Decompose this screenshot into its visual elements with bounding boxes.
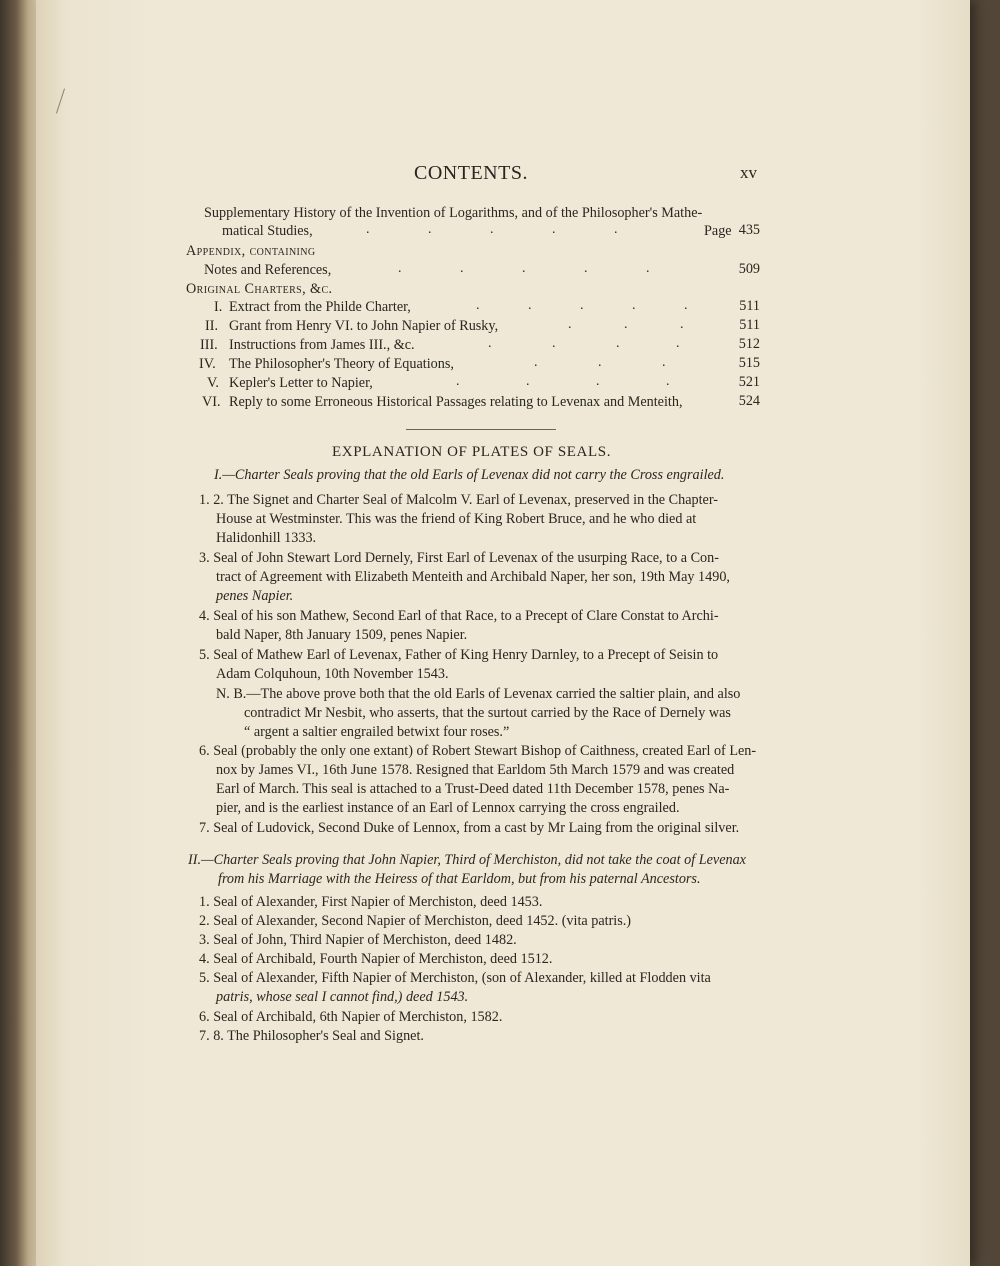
charter-label: Extract from the Philde Charter, xyxy=(229,299,411,315)
toc-supplementary-line2: matical Studies, xyxy=(222,223,313,239)
napier-seal-5-cont: patris, whose seal I cannot find,) deed 1543. xyxy=(216,989,469,1005)
seal-entry-5: 5. Seal of Mathew Earl of Levenax, Father of King Henry Darnley, to a Precept of Seisin to xyxy=(199,647,719,663)
toc-page-label: Page xyxy=(704,223,732,239)
seal-entry-4-cont: bald Naper, 8th January 1509, penes Napier. xyxy=(216,627,468,643)
charter-num: V. xyxy=(207,375,219,391)
napier-seal-5: 5. Seal of Alexander, Fifth Napier of Merchiston, (son of Alexander, killed at Flodden vita xyxy=(199,970,711,986)
charter-label: Kepler's Letter to Napier, xyxy=(229,375,373,391)
seal-entry-1-2-cont: Halidonhill 1333. xyxy=(216,530,317,546)
napier-seal-4: 4. Seal of Archibald, Fourth Napier of Merchiston, deed 1512. xyxy=(199,951,553,967)
seal-entry-6-cont: nox by James VI., 16th June 1578. Resigned that Earldom 5th March 1579 and was created xyxy=(216,762,735,778)
toc-appendix-heading: Appendix, containing xyxy=(186,243,316,259)
napier-seal-7-8: 7. 8. The Philosopher's Seal and Signet. xyxy=(199,1028,424,1044)
page-edge-shadow xyxy=(970,0,1000,1266)
toc-supplementary-line1: Supplementary History of the Invention of Logarithms, and of the Philosopher's Mathe- xyxy=(204,205,703,221)
seal-entry-4: 4. Seal of his son Mathew, Second Earl of that Race, to a Precept of Clare Constat to Archi- xyxy=(199,608,719,624)
charter-page: 511 xyxy=(739,298,760,314)
charter-page: 524 xyxy=(738,393,760,409)
napier-seal-3: 3. Seal of John, Third Napier of Merchiston, deed 1482. xyxy=(199,932,517,948)
charter-num: III. xyxy=(200,337,218,353)
nota-bene-cont: “ argent a saltier engrailed betwixt four roses.” xyxy=(244,724,510,740)
toc-page-435: 435 xyxy=(738,222,760,238)
seal-entry-6-cont: Earl of March. This seal is attached to a Trust-Deed dated 11th December 1578, penes Na- xyxy=(216,781,730,797)
charter-page: 512 xyxy=(738,336,760,352)
page-folio: xv xyxy=(740,163,757,182)
toc-page-509: 509 xyxy=(738,261,760,277)
charter-label: Reply to some Erroneous Historical Passages relating to Levenax and Menteith, xyxy=(229,394,683,410)
charter-num: II. xyxy=(205,318,218,334)
section-divider xyxy=(406,429,556,430)
seal-entry-3: 3. Seal of John Stewart Lord Dernely, First Earl of Levenax of the usurping Race, to a Con- xyxy=(199,550,719,566)
seal-entry-1-2: 1. 2. The Signet and Charter Seal of Malcolm V. Earl of Levenax, preserved in the Chapter- xyxy=(199,492,718,508)
napier-seal-2: 2. Seal of Alexander, Second Napier of Merchiston, deed 1452. (vita patris.) xyxy=(199,913,632,929)
napier-seal-1: 1. Seal of Alexander, First Napier of Merchiston, deed 1453. xyxy=(199,894,543,910)
seal-entry-5-cont: Adam Colquhoun, 10th November 1543. xyxy=(216,666,449,682)
toc-notes-label: Notes and References, xyxy=(204,262,332,278)
charter-label: The Philosopher's Theory of Equations, xyxy=(229,356,454,372)
pencil-mark xyxy=(56,88,65,113)
plates-section-2-heading: II.—Charter Seals proving that John Napier, Third of Merchiston, did not take the coat of Levenax xyxy=(188,852,746,868)
book-binding xyxy=(0,0,40,1266)
nota-bene-cont: contradict Mr Nesbit, who asserts, that the surtout carried by the Race of Dernely was xyxy=(244,705,731,721)
napier-seal-6: 6. Seal of Archibald, 6th Napier of Merchiston, 1582. xyxy=(199,1009,503,1025)
seal-entry-3-cont: tract of Agreement with Elizabeth Menteith and Archibald Naper, her son, 19th May 1490, xyxy=(216,569,730,585)
seal-entry-6: 6. Seal (probably the only one extant) of Robert Stewart Bishop of Caithness, created Earl of Len- xyxy=(199,743,757,759)
plates-section-2-heading-cont: from his Marriage with the Heiress of that Earldom, but from his paternal Ancestors. xyxy=(218,871,701,887)
book-page xyxy=(36,0,970,1266)
seal-entry-1-2-cont: House at Westminster. This was the friend of King Robert Bruce, and he who died at xyxy=(216,511,697,527)
seal-entry-3-cont: penes Napier. xyxy=(216,588,294,604)
charter-label: Grant from Henry VI. to John Napier of Rusky, xyxy=(229,318,499,334)
page-content: CONTENTS. xv Supplementary History of the Invention of Logarithms, and of the Philosopher's Mathe- matical Studies, . . . . . Page 435 Appendix, containing Notes and References, . . . . . 509 Original Charters, &c. I. Extract from the Philde Charter, . . . . . 511 II. Grant from Henry VI. to John Napier of Rusky, . . . 511 III. Instructions from James III., &c. . . . . 512 IV. The Philosopher's Theory of Equations, . . . 515 V. Kepler's Letter to Napier, . . . . 521 VI. Reply to some Erroneous Historical Passages relating to Levenax and Menteith, 524 EXPLANATION OF PLATES OF SEALS. I.—Charter Seals proving that the old Earls of Levenax did not carry the Cross engrailed. 1. 2. The Signet and Charter Seal of Malcolm V. Earl of Levenax, preserved in the Chapter- House at Westminster. This was the friend of King Robert Bruce, and he who died at Halidonhill 1333. 3. Seal of John Stewart Lord Dernely, First Earl of Levenax of the usurping Race, to a Con- tract of Agreement with Elizabeth Menteith and Archibald Naper, her son, 19th May 1490, penes Napier. 4. Seal of his son Mathew, Second Earl of that Race, to a Precept of Clare Constat to Archi- bald Naper, 8th January 1509, penes Napier. 5. Seal of Mathew Earl of Levenax, Father of King Henry Darnley, to a Precept of Seisin to Adam Colquhoun, 10th November 1543. N. B.—The above prove both that the old Earls of Levenax carried the saltier plain, and also contradict Mr Nesbit, who asserts, that the surtout carried by the Race of Dernely was “ argent a saltier engrailed betwixt four roses.” 6. Seal (probably the only one extant) of Robert Stewart Bishop of Caithness, created Earl of Len- nox by James VI., 16th June 1578. Resigned that Earldom 5th March 1579 and was created Earl of March. This seal is attached to a Trust-Deed dated 11th December 1578, penes Na- pier, and is the earliest instance of an Earl of Lennox carrying the cross engrailed. 7. Seal of Ludovick, Second Duke of Lennox, from a cast by Mr Laing from the original silver. II.—Charter Seals proving that John Napier, Third of Merchiston, did not take the coat of Levenax from his Marriage with the Heiress of that Earldom, but from his paternal Ancestors. 1. Seal of Alexander, First Napier of Merchiston, deed 1453. 2. Seal of Alexander, Second Napier of Merchiston, deed 1452. (vita patris.) 3. Seal of John, Third Napier of Merchiston, deed 1482. 4. Seal of Archibald, Fourth Napier of Merchiston, deed 1512. 5. Seal of Alexander, Fifth Napier of Merchiston, (son of Alexander, killed at Flodden vita patris, whose seal I cannot find,) deed 1543. 6. Seal of Archibald, 6th Napier of Merchiston, 1582. 7. 8. The Philosopher's Seal and Signet. xyxy=(36,0,970,1266)
plates-section-1-heading: I.—Charter Seals proving that the old Earls of Levenax did not carry the Cross engrailed. xyxy=(214,467,725,483)
charter-num: VI. xyxy=(202,394,221,410)
charter-num: IV. xyxy=(199,356,216,372)
toc-charters-heading: Original Charters, &c. xyxy=(186,281,333,297)
charter-label: Instructions from James III., &c. xyxy=(229,337,415,353)
seal-entry-6-cont: pier, and is the earliest instance of an Earl of Lennox carrying the cross engrailed. xyxy=(216,800,680,816)
charter-num: I. xyxy=(214,299,223,315)
nota-bene: N. B.—The above prove both that the old Earls of Levenax carried the saltier plain, and also xyxy=(216,686,741,702)
charter-page: 515 xyxy=(738,355,760,371)
seal-entry-7: 7. Seal of Ludovick, Second Duke of Lennox, from a cast by Mr Laing from the original silver. xyxy=(199,820,740,836)
plates-heading: EXPLANATION OF PLATES OF SEALS. xyxy=(332,444,612,460)
charter-page: 521 xyxy=(738,374,760,390)
page-title: CONTENTS. xyxy=(414,162,528,184)
charter-page: 511 xyxy=(739,317,760,333)
